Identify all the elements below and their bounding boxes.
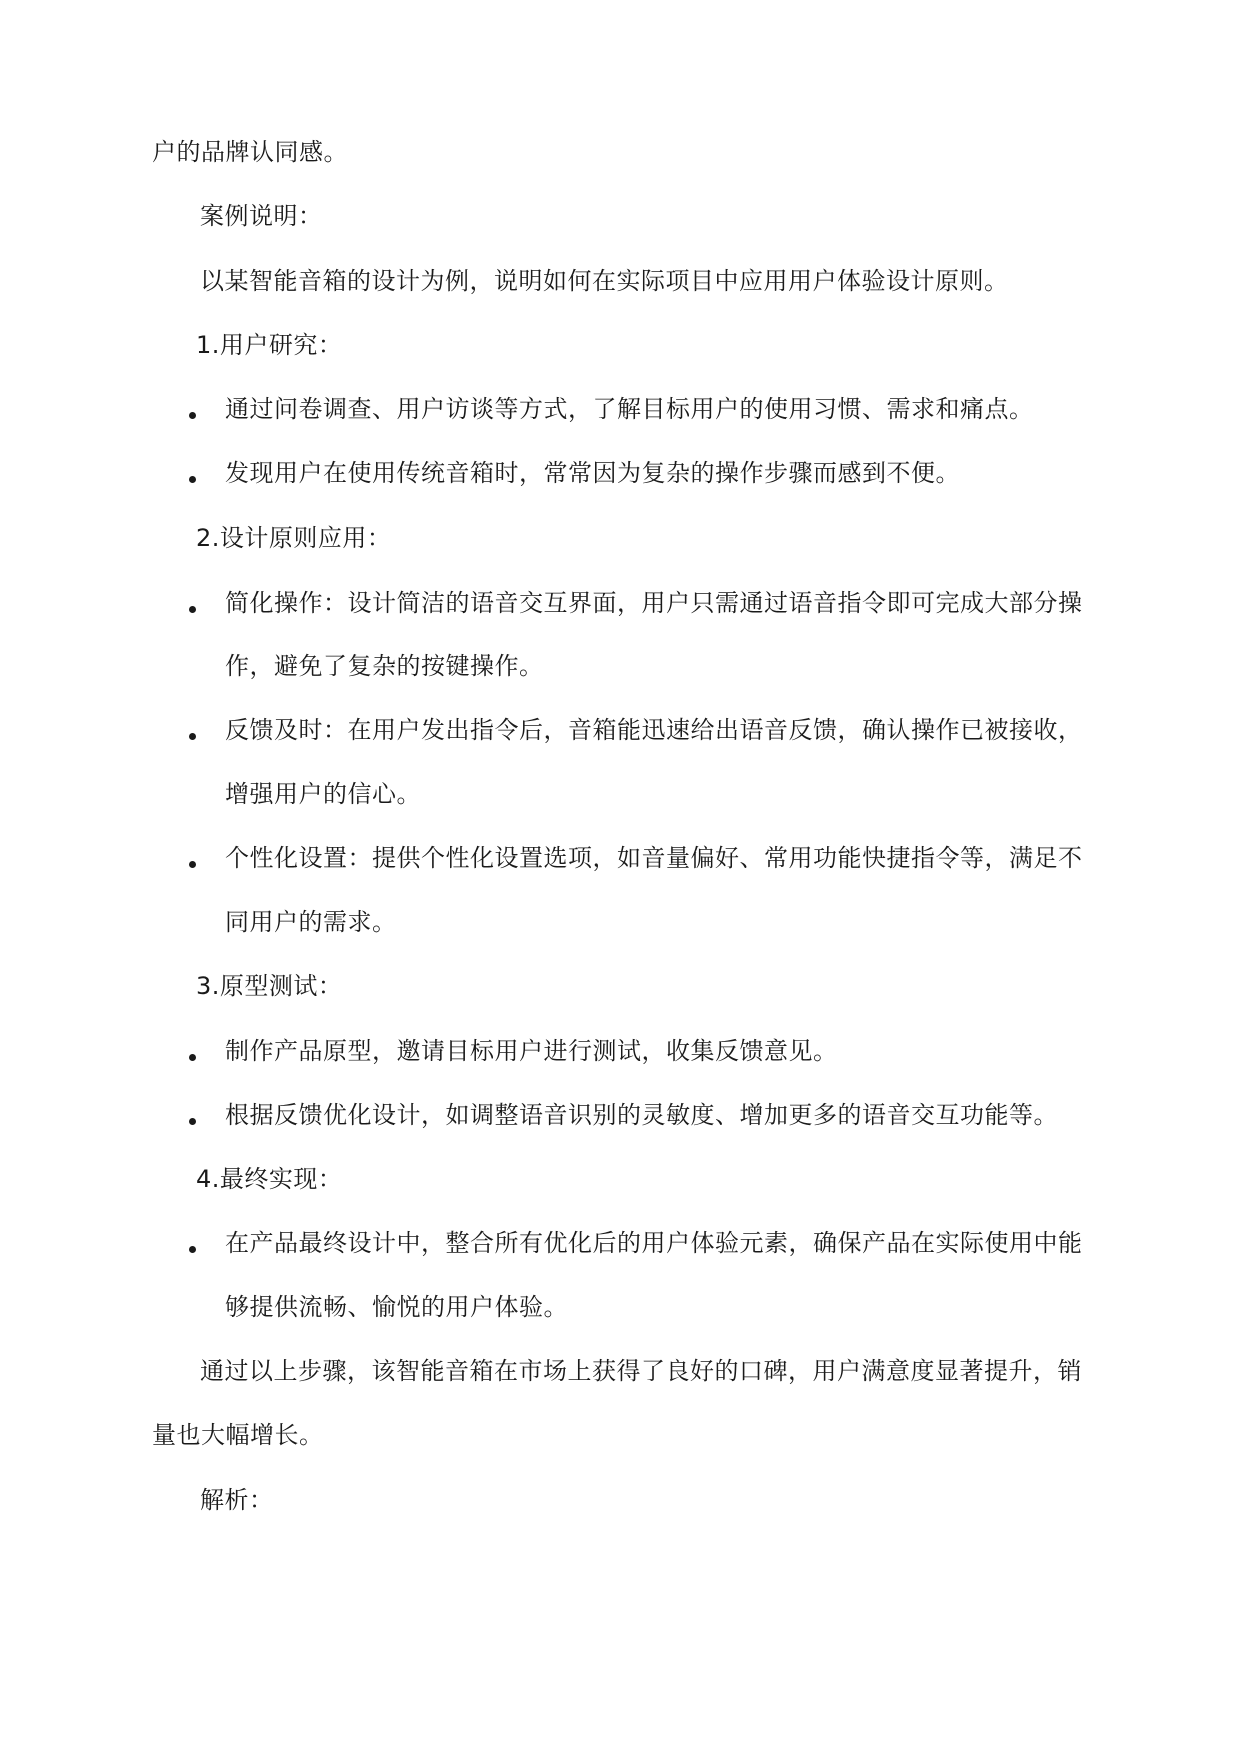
conclusion-paragraph: 通过以上步骤，该智能音箱在市场上获得了良好的口碑，用户满意度显著提升，销 (200, 1357, 1082, 1385)
list-item: 在产品最终设计中，整合所有优化后的用户体验元素，确保产品在实际使用中能 (225, 1229, 1083, 1257)
list-item: 通过问卷调查、用户访谈等方式，了解目标用户的使用习惯、需求和痛点。 (225, 395, 1034, 423)
bullet-icon (189, 1118, 196, 1125)
list-item: 根据反馈优化设计，如调整语音识别的灵敏度、增加更多的语音交互功能等。 (225, 1101, 1058, 1129)
list-item-continuation: 作，避免了复杂的按键操作。 (225, 652, 544, 680)
list-item: 个性化设置：提供个性化设置选项，如音量偏好、常用功能快捷指令等，满足不 (225, 844, 1083, 872)
case-intro: 以某智能音箱的设计为例，说明如何在实际项目中应用用户体验设计原则。 (200, 267, 1009, 295)
paragraph-continuation: 户的品牌认同感。 (152, 138, 348, 166)
bullet-icon (189, 861, 196, 868)
section-heading-prototype-testing: 3.原型测试： (196, 972, 343, 1000)
bullet-icon (189, 1246, 196, 1253)
list-item: 简化操作：设计简洁的语音交互界面，用户只需通过语音指令即可完成大部分操 (225, 589, 1083, 617)
list-item: 发现用户在使用传统音箱时，常常因为复杂的操作步骤而感到不便。 (225, 459, 960, 487)
list-item: 制作产品原型，邀请目标用户进行测试，收集反馈意见。 (225, 1037, 838, 1065)
bullet-icon (189, 606, 196, 613)
bullet-icon (189, 733, 196, 740)
list-item: 反馈及时：在用户发出指令后，音箱能迅速给出语音反馈，确认操作已被接收， (225, 716, 1083, 744)
case-heading: 案例说明： (200, 202, 323, 230)
list-item-continuation: 增强用户的信心。 (225, 780, 421, 808)
bullet-icon (189, 412, 196, 419)
section-heading-user-research: 1.用户研究： (196, 331, 343, 359)
section-heading-final-implementation: 4.最终实现： (196, 1165, 343, 1193)
analysis-heading: 解析： (200, 1486, 274, 1514)
bullet-icon (189, 476, 196, 483)
list-item-continuation: 同用户的需求。 (225, 908, 397, 936)
conclusion-paragraph-continuation: 量也大幅增长。 (152, 1421, 324, 1449)
section-heading-design-principles: 2.设计原则应用： (196, 524, 392, 552)
bullet-icon (189, 1054, 196, 1061)
list-item-continuation: 够提供流畅、愉悦的用户体验。 (225, 1293, 568, 1321)
